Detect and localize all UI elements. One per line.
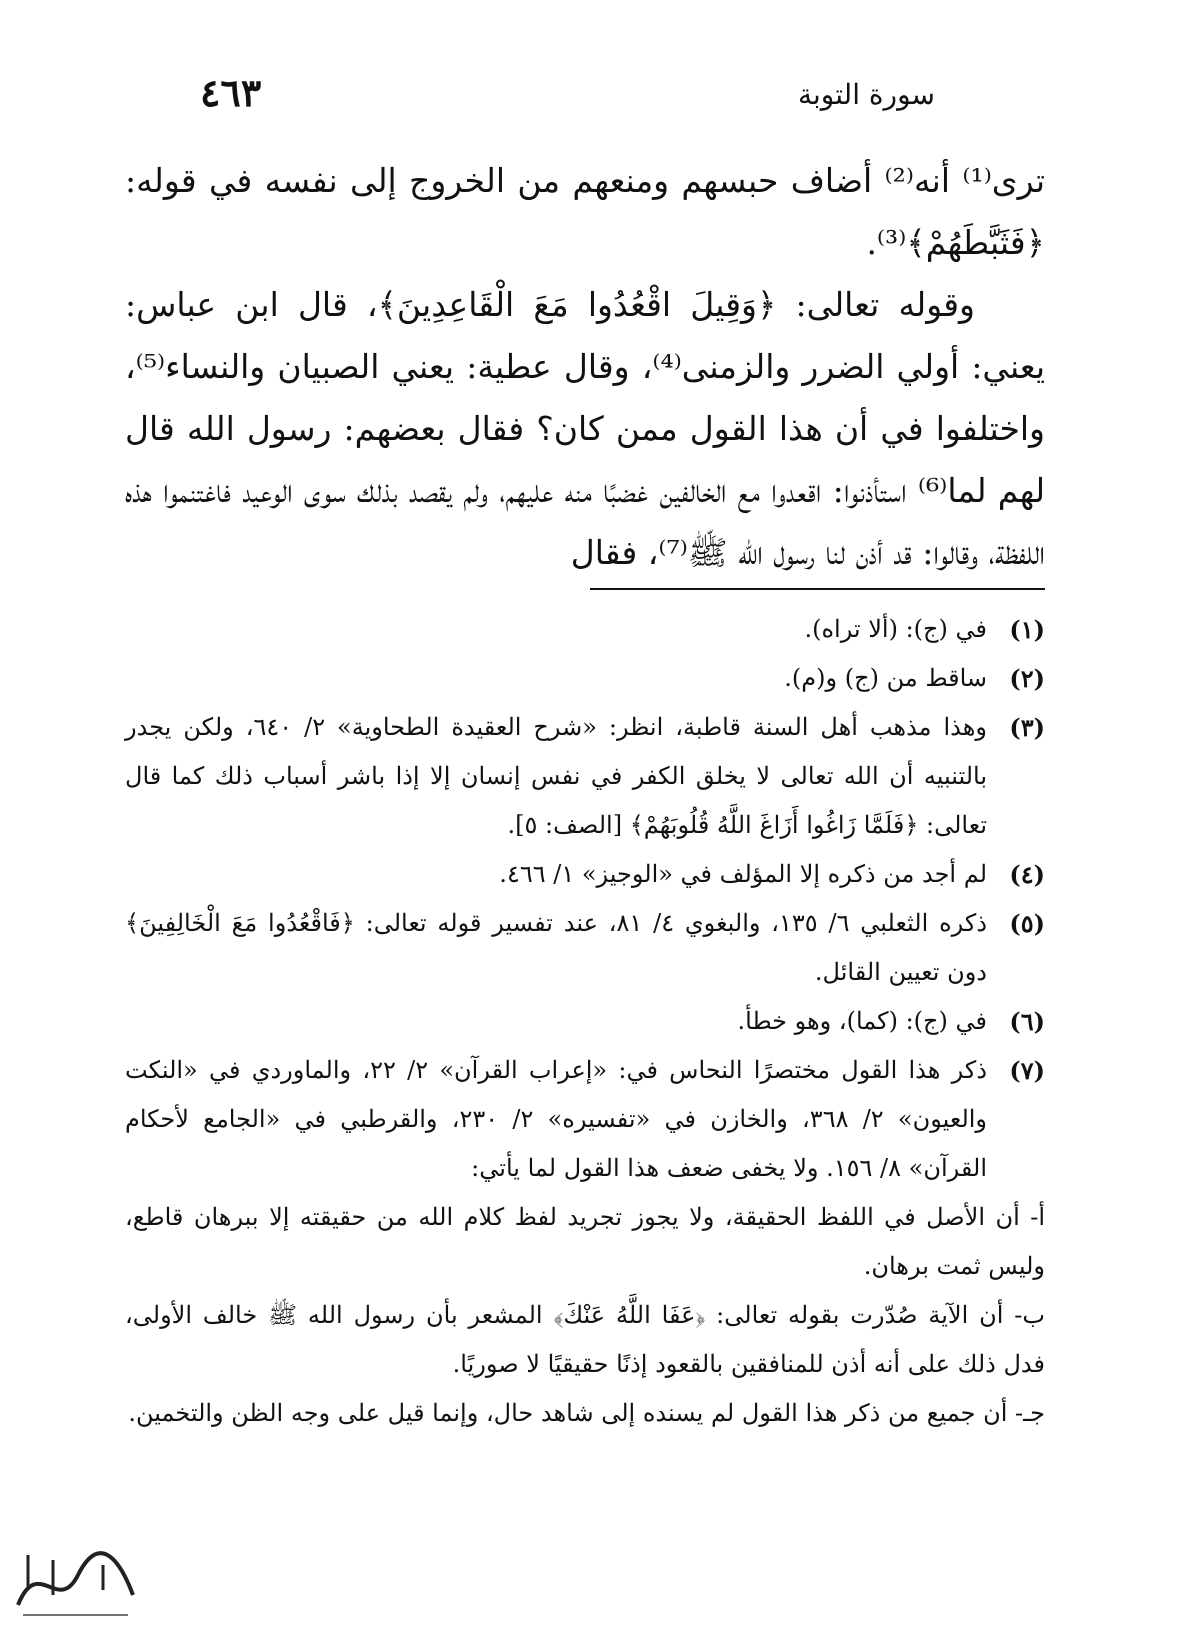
footnotes (125, 605, 1045, 1438)
footnote (125, 1046, 1045, 1193)
footnote-number: (٧) (1009, 1056, 1045, 1085)
footnote (125, 605, 1045, 654)
main-paragraph: وقوله تعالى: ﴿وَقِيلَ اقْعُدُوا مَعَ الْقَاعِدِينَ﴾، قال ابن عباس: يعني: أولي الضرر والزمنى⁽⁴⁾، وقال عطية: يعني الصبيان والنساء⁽⁵⁾، واختلفوا في أن هذا القول ممن كان؟ فقال بعضهم: رسول الله قال لهم لما⁽⁶⁾ استأذنوا: اقعدوا مع الخالفين غضبًا منه عليهم، ولم يقصد بذلك سوى الوعيد فاغتنموا هذه اللفظة، وقالوا: قد أذن لنا رسول الله ﷺ⁽⁷⁾، فقال (125, 285, 1046, 572)
footnote-continuation: جـ- أن جميع من ذكر هذا القول لم يسنده إلى شاهد حال، وإنما قيل على وجه الظن والتخمين. (128, 1399, 1045, 1427)
footnote-text: في (ج): (ألا تراه). (804, 615, 987, 643)
surah-title: سورة التوبة (797, 78, 935, 111)
footnote-continuation: أ- أن الأصل في اللفظ الحقيقة، ولا يجوز تجريد لفظ كلام الله من حقيقته إلا ببرهان قاطع، وليس ثمت برهان. (125, 1203, 1045, 1280)
footnote (125, 850, 1045, 899)
footnote-number: (٥) (1009, 909, 1045, 938)
page-header (200, 70, 935, 130)
footnote-separator (590, 588, 1045, 590)
main-paragraph: ترى⁽¹⁾ أنه⁽²⁾ أضاف حبسهم ومنعهم من الخروج إلى نفسه في قوله: ﴿فَثَبَّطَهُمْ﴾⁽³⁾. (125, 161, 1046, 262)
publisher-stamp-logo (8, 1535, 143, 1630)
footnote-text: ساقط من (ج) و(م). (784, 664, 987, 692)
footnote-text: في (ج): (كما)، وهو خطأ. (737, 1007, 987, 1035)
footnote (125, 899, 1045, 997)
page-number: ٤٦٣ (200, 70, 262, 115)
footnote (125, 997, 1045, 1046)
footnote-text: ذكر هذا القول مختصرًا النحاس في: «إعراب القرآن» ٢/ ٢٢، والماوردي في «النكت والعيون» ٢/ ٣٦٨، والخازن في «تفسيره» ٢/ ٢٣٠، والقرطبي في «الجامع لأحكام القرآن» ٨/ ١٥٦. ولا يخفى ضعف هذا القول لما يأتي: (125, 1056, 988, 1182)
main-text (125, 150, 1045, 584)
footnote-text: وهذا مذهب أهل السنة قاطبة، انظر: «شرح العقيدة الطحاوية» ٢/ ٦٤٠، ولكن يجدر بالتنبيه أن الله تعالى لا يخلق الكفر في نفس إنسان إلا إذا باشر أسباب ذلك كما قال تعالى: ﴿فَلَمَّا زَاغُوا أَزَاغَ اللَّهُ قُلُوبَهُمْ﴾ [الصف: ٥]. (125, 713, 988, 839)
footnote-number: (٦) (1009, 1007, 1045, 1036)
footnote-text: ذكره الثعلبي ٦/ ١٣٥، والبغوي ٤/ ٨١، عند تفسير قوله تعالى: ﴿فَاقْعُدُوا مَعَ الْخَالِفِينَ﴾ دون تعيين القائل. (125, 909, 988, 986)
footnote-number: (١) (1009, 615, 1045, 644)
footnote-number: (٤) (1009, 860, 1045, 889)
footnote (125, 703, 1045, 850)
footnote-text: لم أجد من ذكره إلا المؤلف في «الوجيز» ١/ ٤٦٦. (499, 860, 987, 888)
footnote-number: (٢) (1009, 664, 1045, 693)
footnote-continuation: ب- أن الآية صُدّرت بقوله تعالى: ﴿عَفَا اللَّهُ عَنْكَ﴾ المشعر بأن رسول الله ﷺ خالف الأولى، فدل ذلك على أنه أذن للمنافقين بالقعود إذنًا حقيقيًا لا صوريًا. (125, 1301, 1045, 1378)
footnote-number: (٣) (1009, 713, 1045, 742)
footnote (125, 654, 1045, 703)
